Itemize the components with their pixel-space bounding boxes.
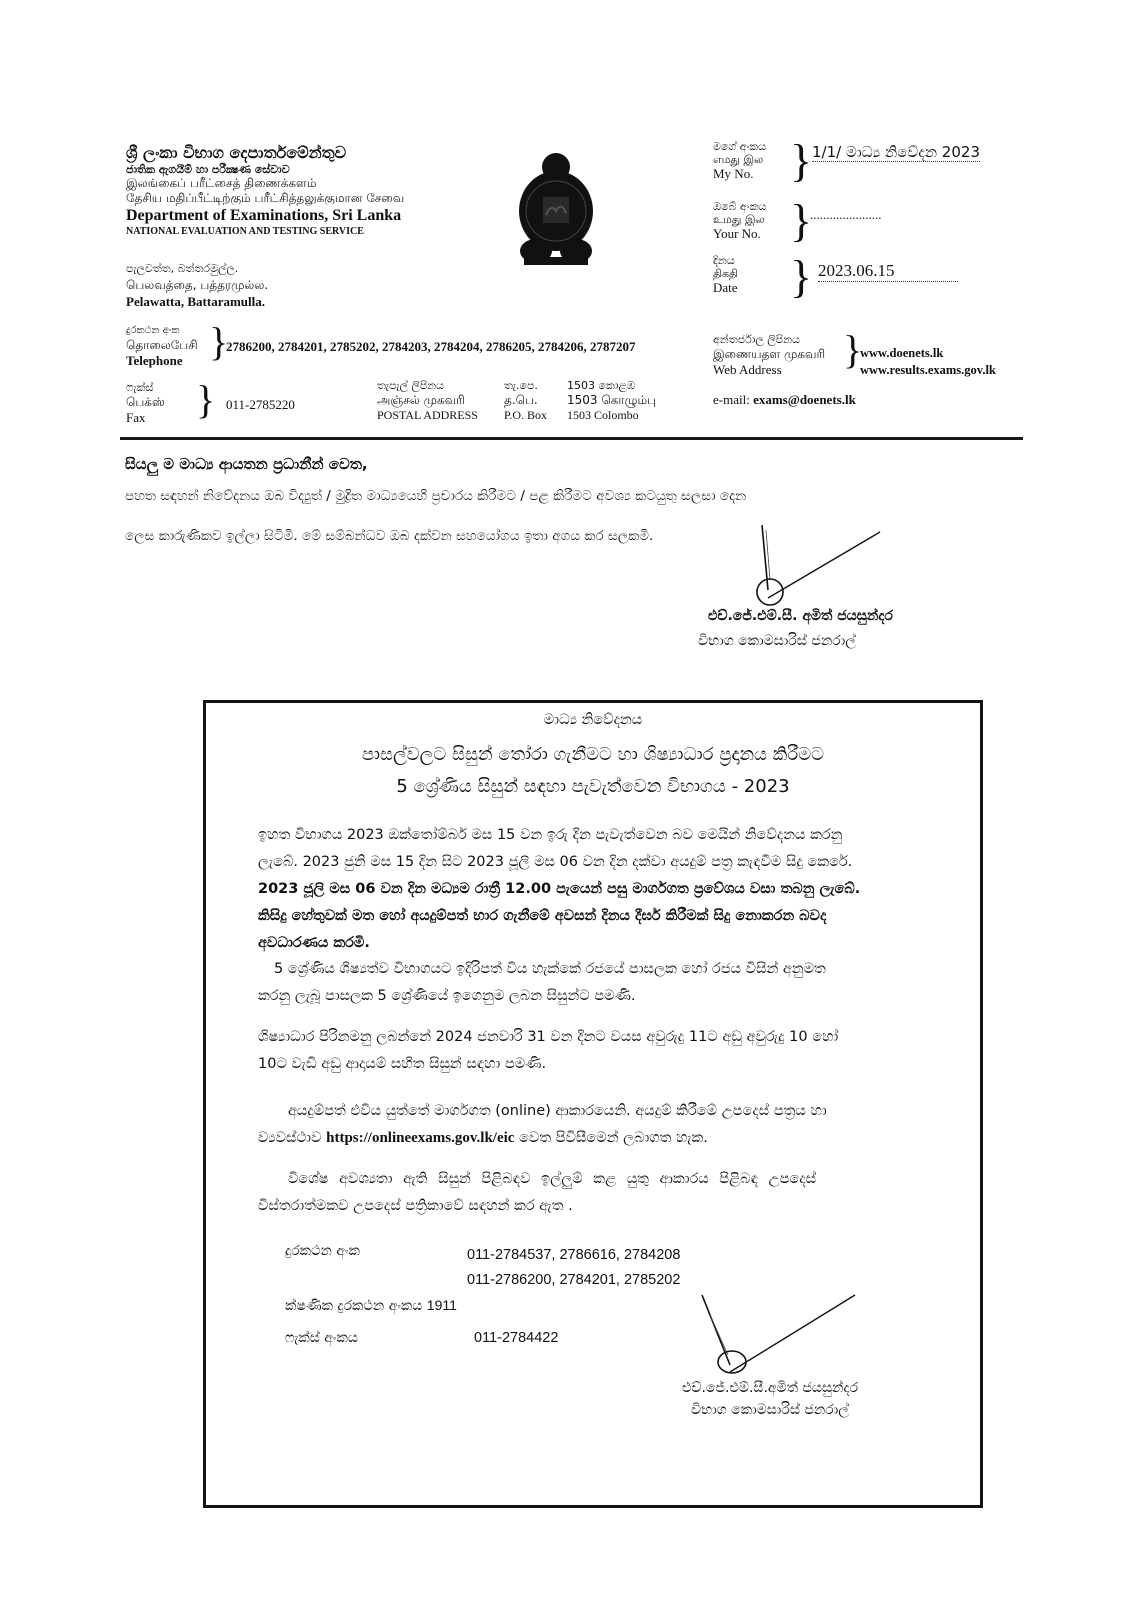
your-no-label-en: Your No. [713, 226, 761, 242]
address-sinhala: පැලවත්ත, බත්තරමුල්ල. [126, 262, 239, 275]
para4-line [258, 1125, 938, 1152]
email-link[interactable]: exams@doenets.lk [753, 392, 856, 407]
telephone-labels [126, 325, 198, 370]
date-label-en: Date [713, 280, 738, 296]
po-box-en: P.O. Box [504, 408, 548, 423]
service-name-tamil: தேசிய மதிப்பீட்டிற்கும் பரீட்சித்தலுக்குமான சேவை [126, 190, 405, 205]
my-number-labels [713, 140, 766, 182]
signature-icon [740, 520, 890, 610]
my-number-value: 1/1/ මාධ්‍ය නිවේදන 2023 [812, 143, 980, 161]
letter-line-2: ලෙස කාරුණිකව ඉල්ලා සිටිමි. මේ සම්බන්ධව ඔබ දක්වන සහයෝගය ඉතා අගය කර සලකමි. [125, 528, 654, 544]
para1-bold-line: අවධාරණය කරමි. [258, 935, 370, 951]
signature-icon [690, 1290, 860, 1380]
postal-label-ta: அஞ்சல் முகவரி [377, 393, 465, 408]
my-no-label-si: මගේ අංකය [713, 140, 767, 153]
po-box-ta: த.பெ. [504, 393, 538, 408]
my-no-label-en: My No. [713, 166, 754, 182]
telephone-label-si: දුරකථන අංක [126, 325, 180, 336]
fax-number: 011-2785220 [226, 397, 295, 412]
postal-label-si: තැපැල් ලිපිනය [377, 379, 445, 392]
brace-icon: } [790, 135, 813, 186]
notice-title-line-1: පාසල්වලට සිසුන් තෝරා ගැනීමට හා ශිෂ්‍යාධාර ප්‍රදානය කිරීමට [361, 744, 825, 765]
fax-label-si: ෆැක්ස් [126, 381, 154, 394]
phone-line: 011-2786200, 2784201, 2785202 [467, 1272, 681, 1288]
date-label-ta: திகதி [713, 267, 739, 281]
po-box-si: තැ.පෙ. [504, 379, 538, 392]
fax-label-ta: பெக்ஸ் [126, 395, 165, 410]
service-name-english: NATIONAL EVALUATION AND TESTING SERVICE [126, 225, 364, 237]
brace-icon: } [790, 251, 813, 302]
postal-label-en: POSTAL ADDRESS [377, 408, 478, 423]
telephone-label-en: Telephone [126, 353, 183, 369]
phone-line: 011-2784537, 2786616, 2784208 [467, 1247, 681, 1263]
notice-paragraph-5 [258, 1166, 938, 1220]
postal-value-ta: 1503 கொழும்பு [567, 393, 657, 408]
web-label-si: අන්තර්ජාල ලිපිනය [713, 333, 800, 346]
fax-label-en: Fax [126, 410, 146, 426]
para3-line: ශිෂ්‍යාධාර පිරිනමනු ලබන්නේ 2024 ජනවාරි 31 වන දිනට වයස අවුරුදු 11ට අඩු අවුරුදු 10 හෝ [258, 1029, 839, 1045]
para2-line: කරනු ලැබූ පාසලක 5 ශ්‍රේණියේ ඉගෙනුම ලබන සිසුන්ට පමණි. [258, 988, 636, 1004]
postal-labels [377, 379, 478, 424]
brace-icon: } [209, 319, 229, 364]
postal-value-en: 1503 Colombo [567, 408, 639, 423]
brace-icon: } [843, 327, 863, 372]
org-name-sinhala: ශ්‍රී ලංකා විභාග දෙපාර්තමේන්තුව [126, 143, 347, 162]
notice-heading: මාධ්‍ය නිවේදනය [543, 712, 643, 728]
my-no-label-ta: எமது இல [713, 153, 764, 167]
para4-text: වෙත පිවිසීමෙන් ලබාගත හැක. [514, 1130, 708, 1146]
date-value: 2023.06.15 [818, 261, 958, 282]
your-number-labels [713, 200, 766, 242]
para4-line: අයදුම්පත් එවිය යුත්තේ මාර්ගගත (online) ආකාරයෙනි. අයදුම් කිරීමේ උපදෙස් පත්‍රය හා [288, 1103, 827, 1119]
brace-icon: } [790, 195, 813, 246]
para2-line: 5 ශ්‍රේණිය ශිෂ්‍යත්ව විභාගයට ඉදිරිපත් විය හැක්කේ රජයේ පාසලක හෝ රජය විසින් අනුමත [274, 961, 826, 977]
para3-line: 10ට වැඩි අඩු ආදායම් සහිත සිසුන් සඳහා පමණි. [258, 1056, 547, 1072]
notice-paragraph-2 [258, 956, 938, 1010]
notice-signatory [620, 1377, 920, 1422]
fax-labels [126, 381, 165, 427]
letter-line-1: පහත සඳහන් නිවේදනය ඔබ විද්‍යුත් / මුද්‍රිත මාධ්‍යයෙහි ප්‍රචාරය කිරීමට / පළ කිරීමට අවශ්‍ය කටයුතු සලසා දෙන [125, 488, 747, 504]
your-no-label-si: ඔබේ අංකය [713, 200, 767, 213]
notice-paragraph-4 [258, 1098, 938, 1152]
org-name-tamil: இலங்கைப் பரீட்சைத் திணைக்களம் [126, 175, 317, 190]
org-address [126, 262, 268, 311]
para4-text: ව්‍යවස්ථාව [258, 1130, 327, 1146]
web-labels [713, 333, 825, 379]
salutation: සියලු ම මාධ්‍ය ආයතන ප්‍රධානීන් වෙත, [125, 455, 368, 473]
para1-bold-line: කිසිදු හේතුවක් මත හෝ අයදුම්පත් භාර ගැනීමේ අවසන් දිනය දීර්ඝ කිරීමක් සිදු නොකරන බවද [258, 908, 827, 924]
email-label: e-mail: [713, 392, 750, 407]
po-box-labels [504, 379, 547, 424]
notice-fax-number: 011-2784422 [474, 1330, 559, 1346]
email-row [713, 392, 856, 408]
para1-line: ලැබේ. 2023 ජුනි මස 15 දින සිට 2023 ජූලි මස 06 වන දින දක්වා අයදුම් පත්‍ර කැඳවීම සිදු කෙරේ. [258, 854, 853, 870]
para5-line: විශේෂ අවශ්‍යතා ඇති සිසුන් පිළිබඳව ඉල්ලුම් කළ යුතු ආකාරය පිළිබඳ උපදෙස් [288, 1171, 817, 1187]
hotline-label: ක්ෂණික දුරකථන අංකය [285, 1298, 423, 1314]
para1-line: ඉහත විභාගය 2023 ඔක්තෝම්බර් මස 15 වන ඉරු දින පැවැත්වෙන බව මෙයින් නිවේදනය කරනු [258, 827, 843, 843]
web-addresses [860, 345, 996, 379]
letter-signatory-title: විභාග කොමසාරිස් ජනරාල් [698, 633, 856, 649]
web-label-ta: இணையதள முகவரி [713, 347, 826, 362]
hotline-number: 1911 [426, 1297, 457, 1313]
government-emblem-icon [516, 145, 596, 267]
org-name-english: Department of Examinations, Sri Lanka [126, 207, 402, 225]
your-number-value: ...................... [810, 207, 882, 222]
para1-bold-line: 2023 ජූලි මස 06 වන දින මධ්‍යම රාත්‍රී 12.00 පැයෙන් පසු මාර්ගගත ප්‍රවේශය වසා තබනු ලැබේ. [258, 881, 861, 897]
online-exams-link[interactable]: https://onlineexams.gov.lk/eic [326, 1130, 515, 1146]
notice-fax-label: ෆැක්ස් අංකය [285, 1330, 358, 1346]
notice-signatory-title: විභාග කොමසාරිස් ජනරාල් [691, 1402, 849, 1419]
para5-line: විස්තරාත්මකව උපදෙස් පත්‍රිකාවේ සඳහන් කර ඇත . [258, 1198, 573, 1214]
notice-paragraph-3 [258, 1024, 938, 1078]
date-label-si: දිනය [713, 254, 735, 267]
telephone-numbers: 2786200, 2784201, 2785202, 2784203, 2784204, 2786205, 2784206, 2787207 [226, 339, 636, 354]
organization-header [126, 143, 404, 238]
your-no-label-ta: உமது இல [713, 213, 765, 227]
telephone-label-ta: தொலைபேசி [126, 337, 198, 352]
service-name-sinhala: ජාතික ඇගයීම් හා පරීක්‍ෂණ සේවාව [126, 162, 290, 176]
notice-signatory-name: එච්.ජේ.එම්.සී.අමිත් ජයසුන්දර [681, 1380, 859, 1396]
date-labels [713, 254, 738, 296]
notice-phone-numbers [467, 1243, 680, 1293]
brace-icon: } [196, 377, 216, 422]
postal-values [567, 379, 656, 424]
notice-title-line-2: 5 ශ්‍රේණිය සිසුන් සඳහා පැවැත්වෙන විභාගය - 2023 [396, 776, 790, 797]
notice-hotline [285, 1297, 457, 1314]
web-link-results[interactable]: www.results.exams.gov.lk [860, 362, 996, 377]
header-divider [120, 437, 1023, 440]
notice-phone-label: දුරකථන අංක [285, 1243, 360, 1259]
address-english: Pelawatta, Battaramulla. [126, 294, 266, 310]
web-label-en: Web Address [713, 362, 782, 378]
postal-value-si: 1503 කොළඹ [567, 379, 636, 392]
web-link-doenets[interactable]: www.doenets.lk [860, 346, 944, 360]
address-tamil: பெலவத்தை, பத்தரமுல்ல. [126, 277, 269, 292]
letter-signatory-name: එච්.ජේ.එම්.සී. අමිත් ජයසුන්දර [708, 608, 893, 624]
notice-paragraph-1 [258, 822, 938, 957]
